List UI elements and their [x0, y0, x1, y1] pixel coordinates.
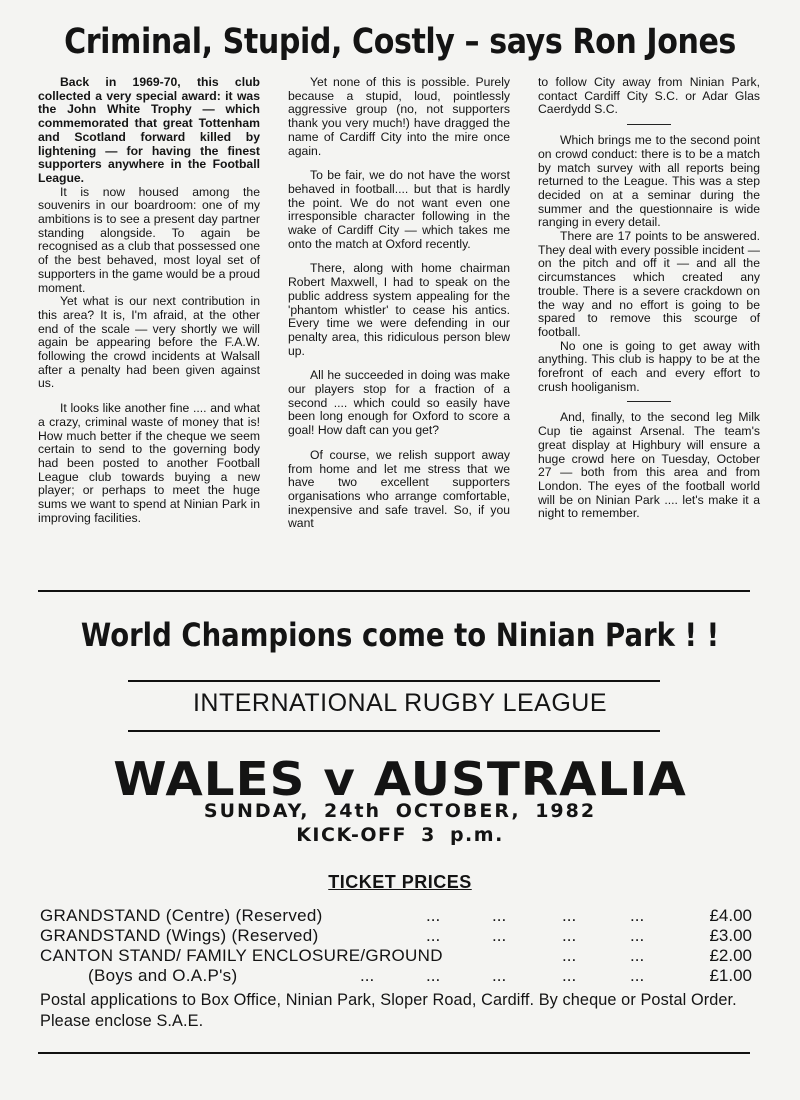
ticket-price: £4.00 — [709, 906, 752, 925]
article-headline: Criminal, Stupid, Costly – says Ron Jones — [64, 22, 736, 62]
leader-dots: ... — [562, 926, 577, 945]
article-paragraph: And, finally, to the second leg Milk Cup tie against Arsenal. The team's great display at Highbury will ensure a huge crowd here on Tuesday, October 27 — both from this area and from London. The eyes of the football world will be on Ninian Park .... let's make it a night to remember. — [538, 410, 760, 521]
ticket-price-row — [40, 906, 752, 926]
article-paragraph: All he succeeded in doing was make our players stop for a fraction of a second .... which could so easily have been long enough for Oxford to score a goal! How daft can you get? — [288, 368, 510, 438]
leader-dots: ... — [492, 926, 507, 945]
leader-dots: ... — [426, 966, 441, 985]
article-paragraph: It looks like another fine .... and what a crazy, criminal waste of money that is! How much better if the cheque we seem certain to send to the governing body had been posted to another Football League club towards buying a new player; or perhaps to meet the huge sums we want to spend at Ninian Park in improving facilities. — [38, 401, 260, 525]
leader-dots: ... — [630, 906, 645, 925]
horizontal-rule — [128, 730, 660, 732]
article-paragraph: Which brings me to the second point on crowd conduct: there is to be a match by match survey with all reports being returned to the League. This was a step decided on at a seminar during the summer and the questionnaire is wide ranging in every detail. — [538, 133, 760, 230]
kickoff-time: KICK-OFF 3 p.m. — [296, 824, 504, 846]
article-paragraph: Of course, we relish support away from home and let me stress that we have two excellent supporters organisations who arrange comfortable, inexpensive and safe travel. So, if you want — [288, 447, 510, 531]
ticket-label: GRANDSTAND (Centre) (Reserved) — [40, 906, 323, 925]
article-column-1 — [38, 76, 260, 526]
ticket-price: £1.00 — [709, 966, 752, 985]
leader-dots: ... — [630, 966, 645, 985]
leader-dots: ... — [562, 946, 577, 965]
promo-headline: World Champions come to Ninian Park ! ! — [80, 616, 720, 654]
match-title: WALES v AUSTRALIA — [113, 752, 687, 806]
ticket-label: CANTON STAND/ FAMILY ENCLOSURE/GROUND — [40, 946, 443, 965]
leader-dots: ... — [562, 966, 577, 985]
horizontal-rule — [38, 1052, 750, 1054]
article-column-2 — [288, 76, 510, 531]
leader-dots: ... — [360, 966, 375, 985]
promo-subheading: INTERNATIONAL RUGBY LEAGUE — [192, 689, 607, 717]
ticket-price: £3.00 — [709, 926, 752, 945]
section-separator — [627, 401, 671, 402]
ticket-price-list — [40, 906, 752, 986]
article-paragraph: Back in 1969-70, this club collected a very special award: it was the John White Trophy — which commemorated that great Tottenham and Scotland forward killed by lightening — for having the finest supporters anywhere in the Football League. — [38, 75, 260, 185]
horizontal-rule — [38, 590, 750, 592]
ticket-label: GRANDSTAND (Wings) (Reserved) — [40, 926, 319, 945]
ticket-price: £2.00 — [709, 946, 752, 965]
leader-dots: ... — [492, 906, 507, 925]
article-paragraph: Yet what is our next contribution in this area? It is, I'm afraid, at the other end of the scale — very shortly we will again be appearing before the F.A.W. following the crowd incidents at Walsall after a penalty had been given against us. — [38, 294, 260, 391]
article-paragraph: to follow City away from Ninian Park, contact Cardiff City S.C. or Adar Glas Caerdydd S.C. — [538, 75, 760, 117]
ticket-price-row — [40, 966, 752, 986]
article-paragraph: To be fair, we do not have the worst behaved in football.... but that is hardly the point. We do not want even one irresponsible character following in the wake of Cardiff City — which takes me onto the match at Oxford recently. — [288, 168, 510, 251]
match-date: SUNDAY, 24th OCTOBER, 1982 — [203, 800, 597, 822]
ticket-prices-heading: TICKET PRICES — [328, 872, 472, 892]
article-paragraph: No one is going to get away with anything. This club is happy to be at the forefront of each and every effort to crush hooliganism. — [538, 338, 760, 394]
horizontal-rule — [128, 680, 660, 682]
article-paragraph: It is now housed among the souvenirs in our boardroom: one of my ambitions is to see a present day partner standing alongside. To again be recognised as a club that possessed one of the best behaved, most loyal set of supporters in the game would be a proud moment. — [38, 184, 260, 295]
article-paragraph: Yet none of this is possible. Purely because a stupid, loud, pointlessly aggressive group (no, not supporters thank you very much!) have dragged the name of Cardiff City into the mire once again. — [288, 75, 510, 158]
article-paragraph: There, along with home chairman Robert Maxwell, I had to speak on the public address system appealing for the 'phantom whistler' to cease his antics. Every time we were defending in our penalty area, this ridiculous person blew up. — [288, 261, 510, 358]
leader-dots: ... — [492, 966, 507, 985]
section-separator — [627, 124, 671, 125]
leader-dots: ... — [630, 946, 645, 965]
ticket-label: (Boys and O.A.P's) — [88, 966, 238, 985]
article-paragraph: There are 17 points to be answered. They deal with every possible incident — on the pitch and off it — and all the circumstances which created any trouble. There is a severe crackdown on the way and no effort is going to be spared to remove this scourge of football. — [538, 229, 760, 339]
leader-dots: ... — [562, 906, 577, 925]
leader-dots: ... — [426, 906, 441, 925]
postal-applications-note: Postal applications to Box Office, Ninian Park, Sloper Road, Cardiff. By cheque or Postal Order. Please enclose S.A.E. — [40, 991, 737, 1030]
article-column-3 — [538, 76, 760, 521]
ticket-price-row — [40, 946, 752, 966]
leader-dots: ... — [630, 926, 645, 945]
ticket-price-row — [40, 926, 752, 946]
leader-dots: ... — [426, 926, 441, 945]
